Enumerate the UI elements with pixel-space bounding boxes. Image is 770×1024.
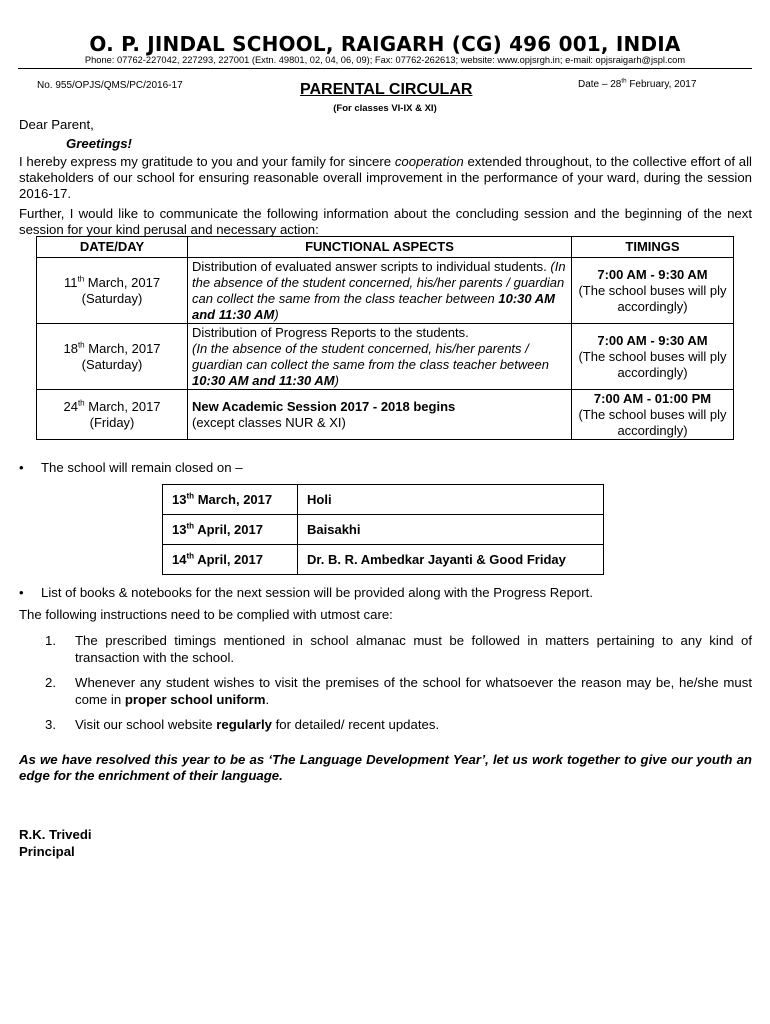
circular-date: Date – 28th February, 2017 [578, 77, 697, 90]
timing-cell: 7:00 AM - 9:30 AM (The school buses will ply accordingly) [572, 324, 734, 390]
header-timings: TIMINGS [572, 237, 734, 258]
table-row [37, 258, 734, 324]
reference-number: No. 955/OPJS/QMS/PC/2016-17 [37, 80, 183, 91]
circular-subtitle: (For classes VI-IX & XI) [333, 103, 437, 114]
greeting: Greetings! [66, 136, 132, 151]
aspect-cell: New Academic Session 2017 - 2018 begins (except classes NUR & XI) [188, 390, 572, 440]
instructions-intro: The following instructions need to be complied with utmost care: [19, 607, 393, 622]
schedule-table [36, 236, 734, 440]
holiday-date: 14th April, 2017 [163, 545, 298, 575]
aspect-cell: Distribution of Progress Reports to the students. (In the absence of the student concerned, his/her parents / guardian can collect the same from the class teacher between 10:30 AM and 11:30 AM) [188, 324, 572, 390]
schedule-header-row [37, 237, 734, 258]
holiday-table [162, 484, 604, 575]
aspect-cell: Distribution of evaluated answer scripts to individual students. (In the absence of the student concerned, his/her parents / guardian can collect the same from the class teacher between 10:30 AM and 11:30 AM) [188, 258, 572, 324]
table-row [163, 515, 604, 545]
date-cell: 18th March, 2017 (Saturday) [37, 324, 188, 390]
holiday-name: Dr. B. R. Ambedkar Jayanti & Good Friday [298, 545, 604, 575]
closing-statement: As we have resolved this year to be as ‘The Language Development Year’, let us work together to give our youth an edge for the enrichment of their language. [19, 752, 752, 783]
timing-cell: 7:00 AM - 01:00 PM (The school buses will ply accordingly) [572, 390, 734, 440]
books-note-bullet: • List of books & notebooks for the next session will be provided along with the Progress Report. [19, 585, 593, 600]
table-row [37, 324, 734, 390]
holiday-date: 13th March, 2017 [163, 485, 298, 515]
closed-days-bullet: • The school will remain closed on – [19, 460, 243, 475]
list-item: 2. Whenever any student wishes to visit the premises of the school for whatsoever the reason may be, he/she must come in proper school uniform. [45, 675, 752, 707]
contact-line: Phone: 07762-227042, 227293, 227001 (Extn. 49801, 02, 04, 06, 09); Fax: 07762-262613; website: www.opjsrgh.in; e-mail: opjsraigarh@jspl.com [84, 55, 686, 65]
holiday-name: Baisakhi [298, 515, 604, 545]
header-aspects: FUNCTIONAL ASPECTS [188, 237, 572, 258]
holiday-name: Holi [298, 485, 604, 515]
signer-name: R.K. Trivedi [19, 827, 92, 842]
gratitude-paragraph: I hereby express my gratitude to you and your family for sincere cooperation extended throughout, to the collective effort of all stakeholders of our school for ensuring reasonable overall improvement in the performance of your ward, during the session 2016-17. [19, 154, 752, 201]
circular-title: PARENTAL CIRCULAR [300, 81, 473, 98]
header-divider [18, 68, 752, 69]
holiday-date: 13th April, 2017 [163, 515, 298, 545]
date-cell: 24th March, 2017 (Friday) [37, 390, 188, 440]
list-item: 1. The prescribed timings mentioned in school almanac must be followed in matters pertaining to any kind of transaction with the school. [45, 633, 752, 665]
table-row [163, 545, 604, 575]
list-item: 3. Visit our school website regularly for detailed/ recent updates. [45, 717, 440, 732]
instructions-list [19, 632, 752, 741]
school-name: O. P. JINDAL SCHOOL, RAIGARH (CG) 496 001, INDIA [89, 32, 681, 56]
salutation: Dear Parent, [19, 117, 94, 132]
date-cell: 11th March, 2017 (Saturday) [37, 258, 188, 324]
timing-cell: 7:00 AM - 9:30 AM (The school buses will ply accordingly) [572, 258, 734, 324]
table-row [163, 485, 604, 515]
table-row [37, 390, 734, 440]
info-paragraph: Further, I would like to communicate the following information about the concluding session and the beginning of the next session for your kind perusal and necessary action: [19, 206, 752, 237]
signer-title: Principal [19, 844, 75, 859]
header-date: DATE/DAY [37, 237, 188, 258]
